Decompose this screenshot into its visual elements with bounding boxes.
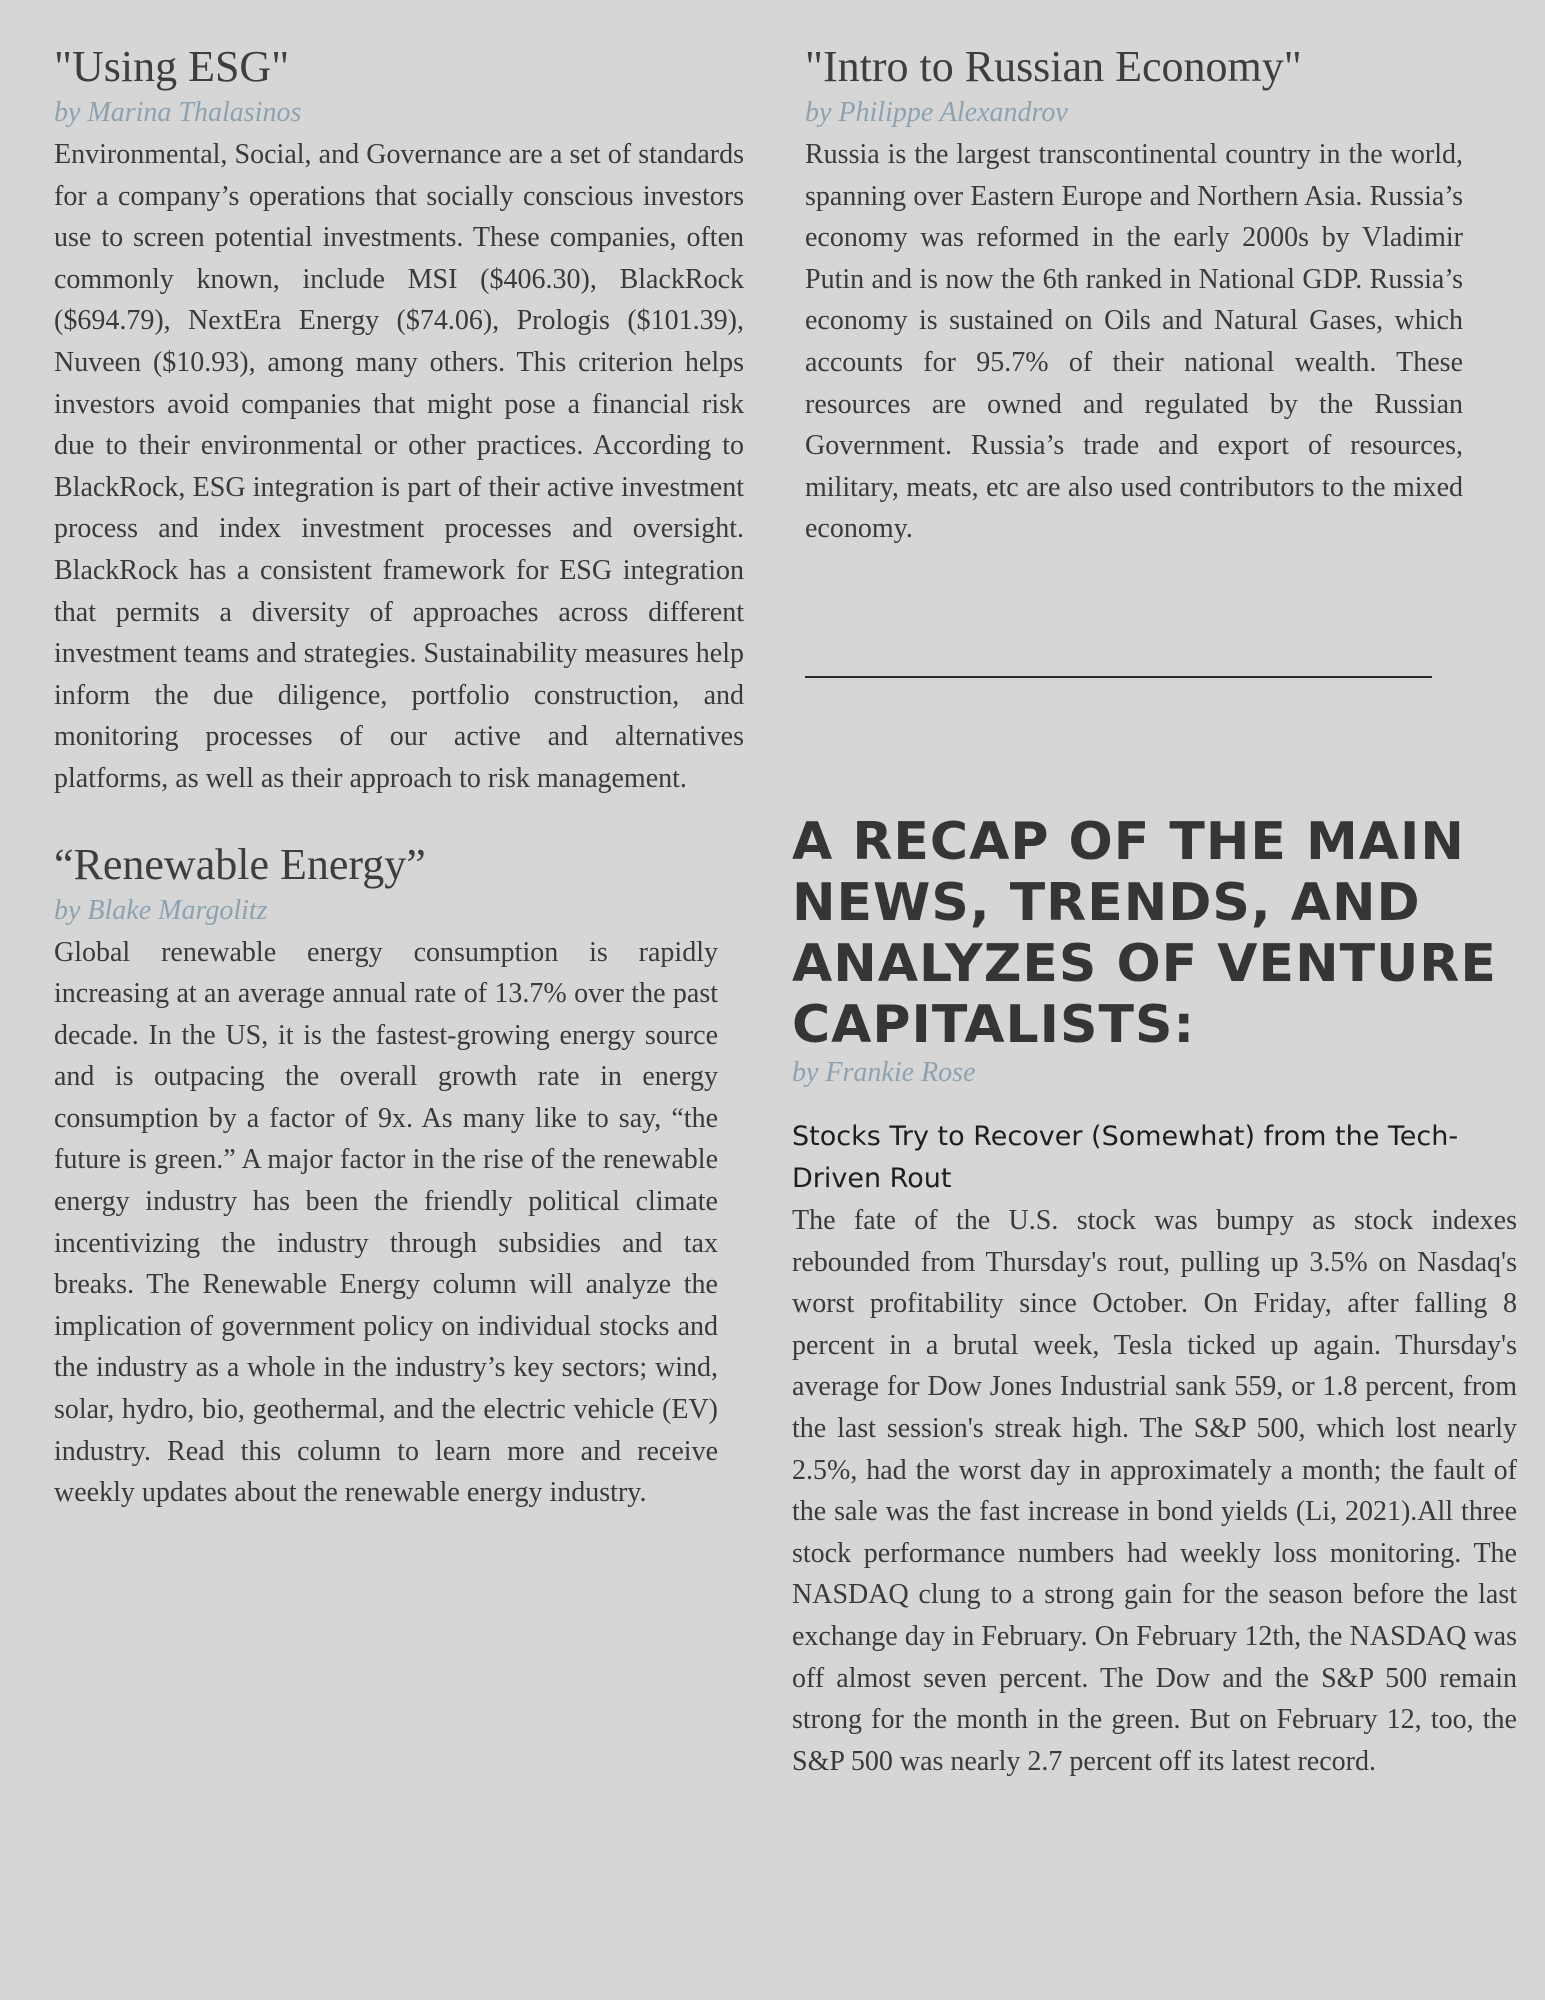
- left-column: [54, 38, 744, 1514]
- article-spacer: [54, 800, 744, 836]
- article-body: Environmental, Social, and Governance are a set of standards for a company’s operations that socially conscious investors use to screen potential investments. These companies, often commonly known, include MSI ($406.30), BlackRock ($694.79), NextEra Energy ($74.06), Prologis ($101.39), Nuveen ($10.93), among many others. This criterion helps investors avoid companies that might pose a financial risk due to their environmental or other practices. According to BlackRock, ESG integration is part of their active investment process and index investment processes and oversight. BlackRock has a consistent framework for ESG integration that permits a diversity of approaches across different investment teams and strategies. Sustainability measures help inform the due diligence, portfolio construction, and monitoring processes of our active and alternatives platforms, as well as their approach to risk management.: [54, 139, 744, 794]
- right-column-top: [805, 38, 1463, 550]
- article-renewable-energy: [54, 836, 718, 1514]
- article-vc-recap: [792, 812, 1517, 1782]
- story-subheading: Stocks Try to Recover (Somewhat) from the Tech-Driven Rout: [792, 1121, 1459, 1194]
- article-title: "Using ESG": [54, 42, 290, 91]
- article-russian-economy: [805, 38, 1463, 550]
- section-divider: [805, 676, 1432, 678]
- article-byline: by Marina Thalasinos: [54, 97, 302, 128]
- article-byline: by Philippe Alexandrov: [805, 97, 1068, 128]
- article-title: "Intro to Russian Economy": [805, 42, 1302, 91]
- article-byline: by Blake Margolitz: [54, 894, 268, 926]
- article-body: The fate of the U.S. stock was bumpy as stock indexes rebounded from Thursday's rout, pulling up 3.5% on Nasdaq's worst profitability since October. On Friday, after falling 8 percent in a brutal week, Tesla ticked up again. Thursday's average for Dow Jones Industrial sank 559, or 1.8 percent, from the last session's streak high. The S&P 500, which lost nearly 2.5%, had the worst day in approximately a month; the fault of the sale was the fast increase in bond yields (Li, 2021).All three stock performance numbers had weekly loss monitoring. The NASDAQ clung to a strong gain for the season before the last exchange day in February. On February 12th, the NASDAQ was off almost seven percent. The Dow and the S&P 500 remain strong for the month in the green. But on February 12, too, the S&P 500 was nearly 2.7 percent off its latest record.: [792, 1205, 1517, 1777]
- article-body: Global renewable energy consumption is rapidly increasing at an average annual rate of 13.7% over the past decade. In the US, it is the fastest-growing energy source and is outpacing the overall growth rate in energy consumption by a factor of 9x. As many like to say, “the future is green.” A major factor in the rise of the renewable energy industry has been the friendly political climate incentivizing the industry through subsidies and tax breaks. The Renewable Energy column will analyze the implication of government policy on individual stocks and the industry as a whole in the industry’s key sectors; wind, solar, hydro, bio, geothermal, and the electric vehicle (EV) industry. Read this column to learn more and receive weekly updates about the renewable energy industry.: [54, 936, 718, 1509]
- article-byline: by Frankie Rose: [792, 1057, 976, 1088]
- recap-headline: A RECAP OF THE MAIN NEWS, TRENDS, AND ANALYZES OF VENTURE CAPITALISTS:: [792, 812, 1497, 1055]
- right-column-bottom: [792, 812, 1517, 1782]
- article-body: Russia is the largest transcontinental country in the world, spanning over Eastern Europe and Northern Asia. Russia’s economy was reformed in the early 2000s by Vladimir Putin and is now the 6th ranked in National GDP. Russia’s economy is sustained on Oils and Natural Gases, which accounts for 95.7% of their national wealth. These resources are owned and regulated by the Russian Government. Russia’s trade and export of resources, military, meats, etc are also used contributors to the mixed economy.: [805, 139, 1463, 545]
- article-esg: [54, 38, 744, 800]
- article-title: “Renewable Energy”: [54, 839, 426, 889]
